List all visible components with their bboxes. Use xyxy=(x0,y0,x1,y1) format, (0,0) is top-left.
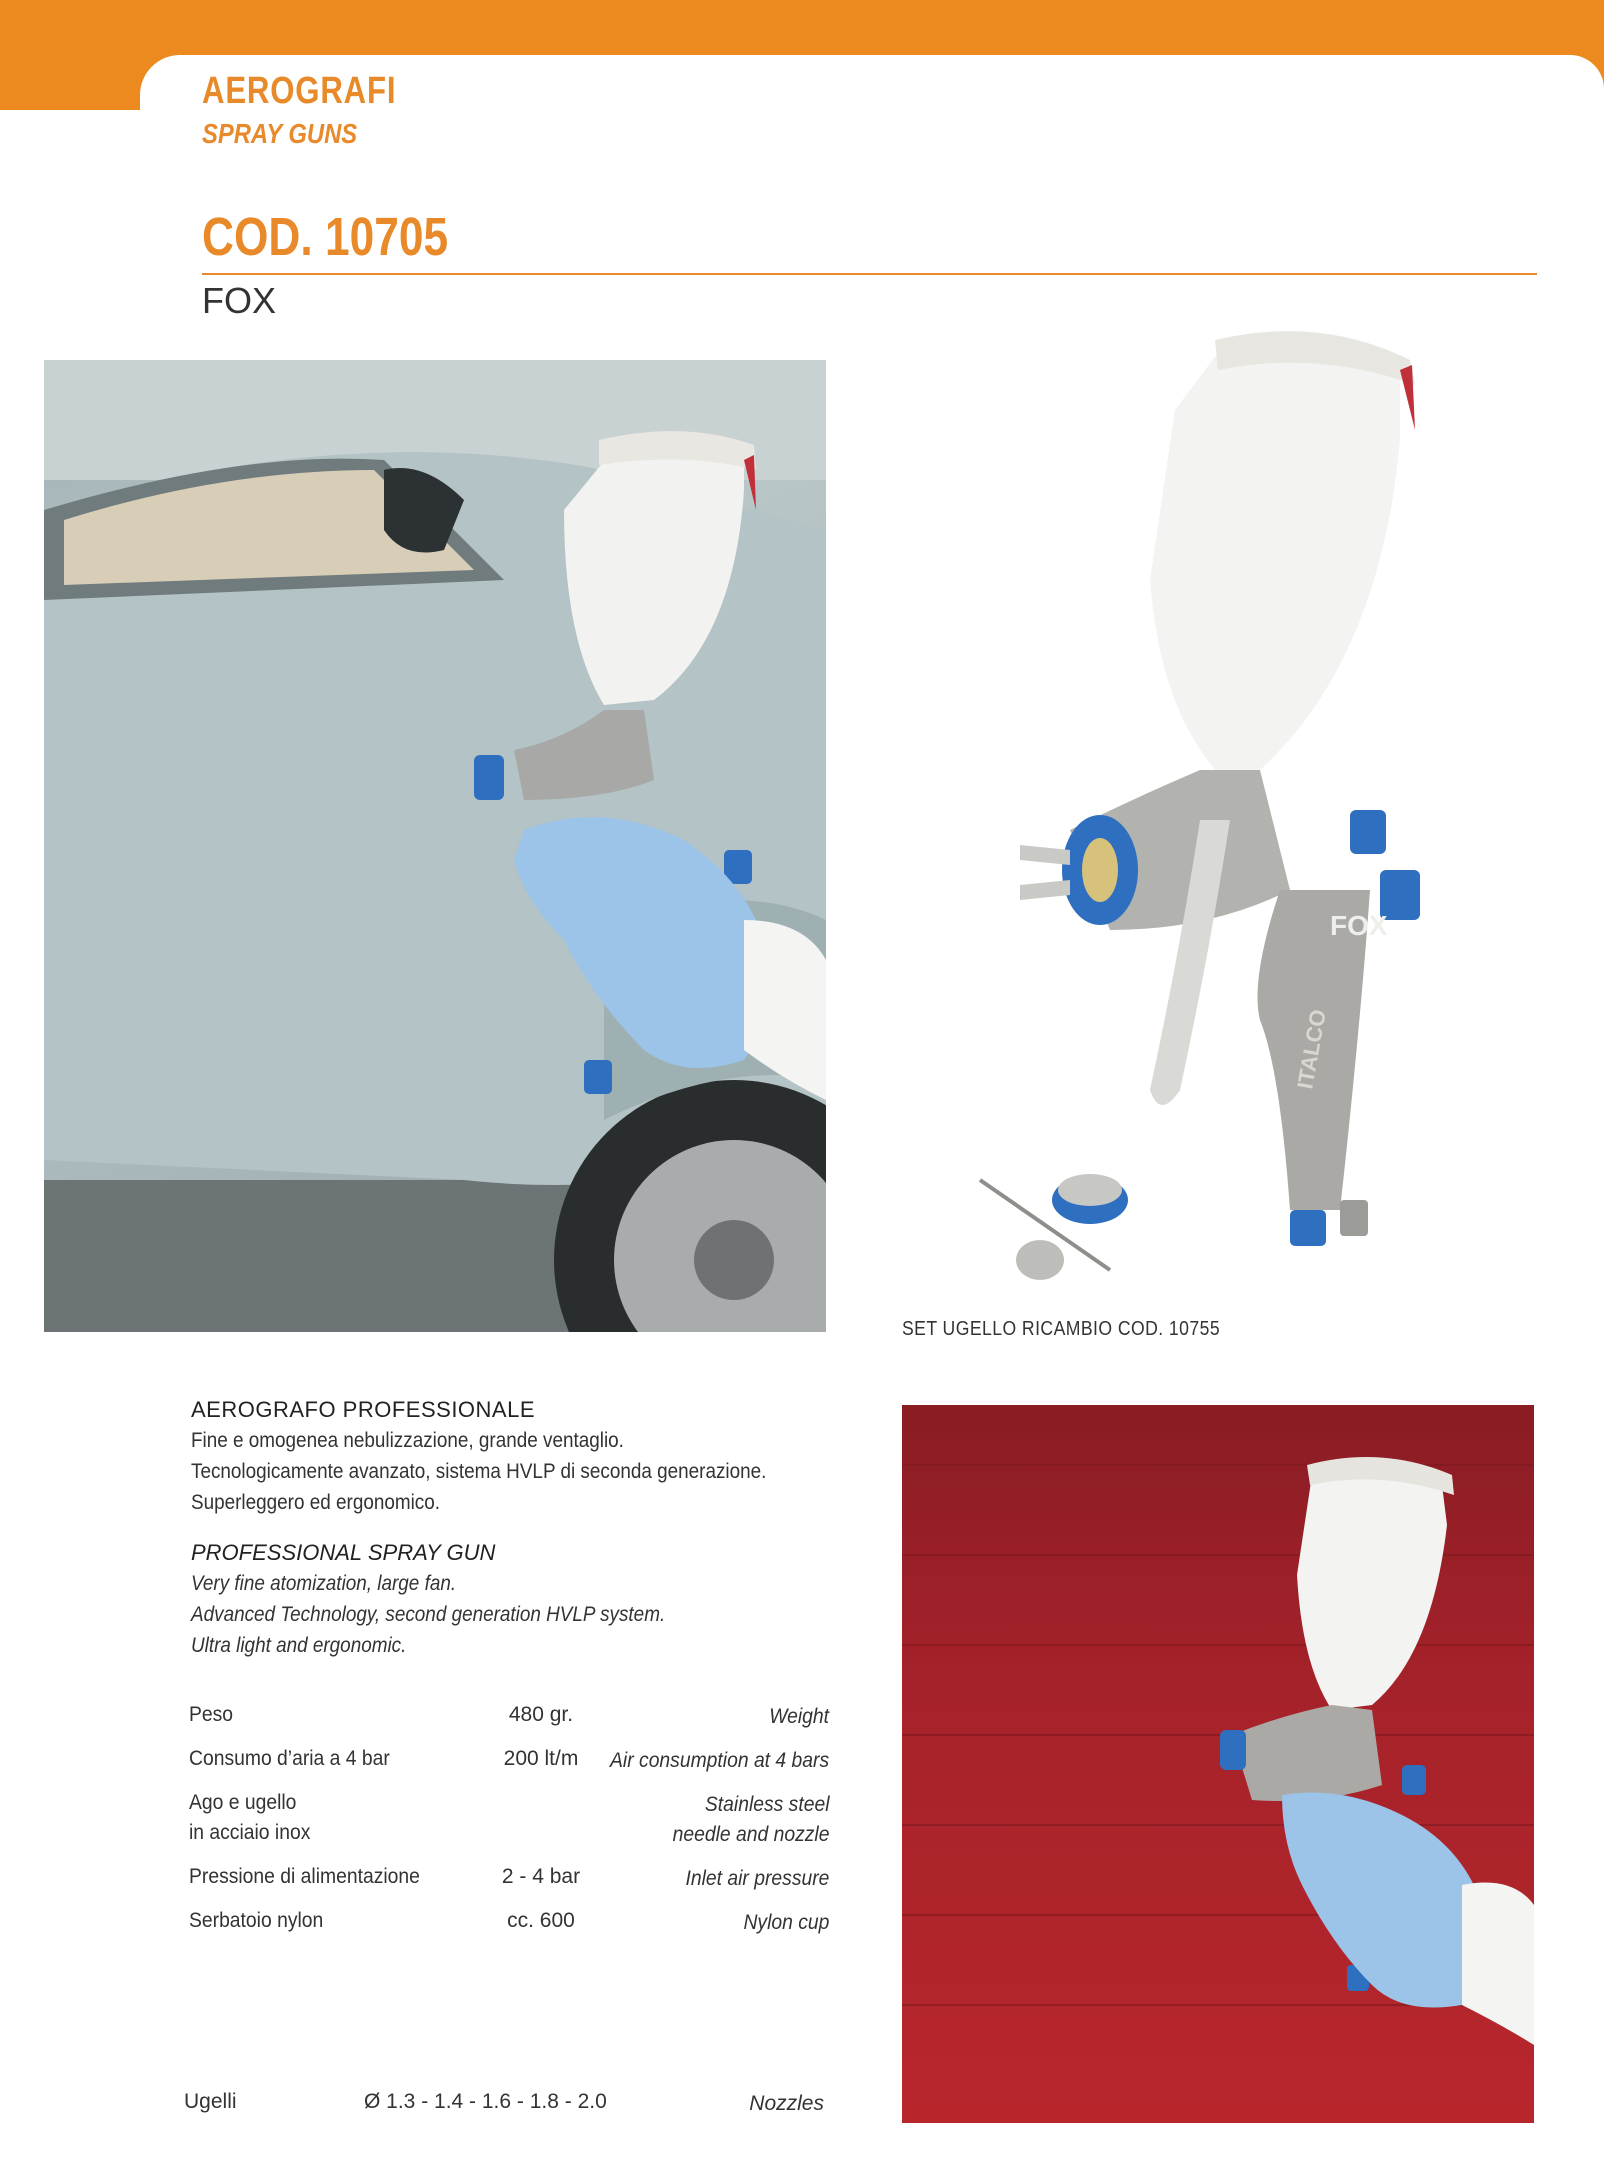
spec-label-it: Peso xyxy=(189,1703,234,1726)
description-block xyxy=(191,1395,851,1661)
description-heading-en: PROFESSIONAL SPRAY GUN xyxy=(191,1540,496,1565)
spec-label-it: Ago e ugello in acciaio inox xyxy=(189,1791,311,1844)
product-code: COD. 10705 xyxy=(202,207,449,267)
spec-value: 480 gr. xyxy=(508,1703,574,1726)
gun-logo-label: ITALCO xyxy=(1292,1007,1331,1091)
description-line-en: Very fine atomization, large fan. xyxy=(191,1572,457,1595)
product-name: FOX xyxy=(202,280,277,321)
product-photo xyxy=(960,330,1520,1290)
spec-label-it: Consumo d’aria a 4 bar xyxy=(189,1747,390,1770)
spec-label-it: Pressione di alimentazione xyxy=(189,1865,420,1888)
spec-row-air-consumption xyxy=(189,1744,829,1788)
spec-value: 2 - 4 bar xyxy=(501,1865,581,1888)
description-line: Tecnologicamente avanzato, sistema HVLP di seconda generazione. xyxy=(191,1460,767,1483)
section-title: AEROGRAFI xyxy=(202,70,397,112)
description-line: Fine e omogenea nebulizzazione, grande ventaglio. xyxy=(191,1429,624,1452)
spec-value: cc. 600 xyxy=(507,1909,575,1932)
spec-row-weight xyxy=(189,1700,829,1744)
title-divider xyxy=(202,273,1537,275)
description-line-en: Ultra light and ergonomic. xyxy=(191,1634,407,1657)
nozzles-sizes: Ø 1.3 - 1.4 - 1.6 - 1.8 - 2.0 xyxy=(364,2090,607,2113)
description-heading-it: AEROGRAFO PROFESSIONALE xyxy=(191,1397,536,1422)
spare-parts-caption: SET UGELLO RICAMBIO COD. 10755 xyxy=(902,1318,1221,1340)
nozzles-label-it: Ugelli xyxy=(184,2090,237,2113)
spec-label-en: Air consumption at 4 bars xyxy=(609,1749,829,1772)
nozzles-label-en: Nozzles xyxy=(749,2092,824,2115)
gun-brand-label: FOX xyxy=(1330,910,1388,941)
description-line: Superleggero ed ergonomico. xyxy=(191,1491,441,1514)
specs-table xyxy=(189,1700,829,1950)
red-background-photo xyxy=(902,1405,1534,2123)
spec-label-en: Inlet air pressure xyxy=(685,1867,829,1890)
car-spray-photo xyxy=(44,360,826,1332)
description-line-en: Advanced Technology, second generation HVLP system. xyxy=(191,1603,666,1626)
spec-label-en: Weight xyxy=(769,1705,829,1728)
spec-row-cup xyxy=(189,1906,829,1950)
spec-label-it: Serbatoio nylon xyxy=(189,1909,324,1932)
spec-value: 200 lt/m xyxy=(503,1747,579,1770)
spec-row-inlet-pressure xyxy=(189,1862,829,1906)
section-subtitle: SPRAY GUNS xyxy=(202,118,358,149)
spec-row-needle-nozzle xyxy=(189,1788,829,1862)
spec-label-en: Nylon cup xyxy=(743,1911,829,1934)
nozzles-row xyxy=(184,2090,824,2126)
spec-label-en: Stainless steel needle and nozzle xyxy=(672,1793,829,1846)
